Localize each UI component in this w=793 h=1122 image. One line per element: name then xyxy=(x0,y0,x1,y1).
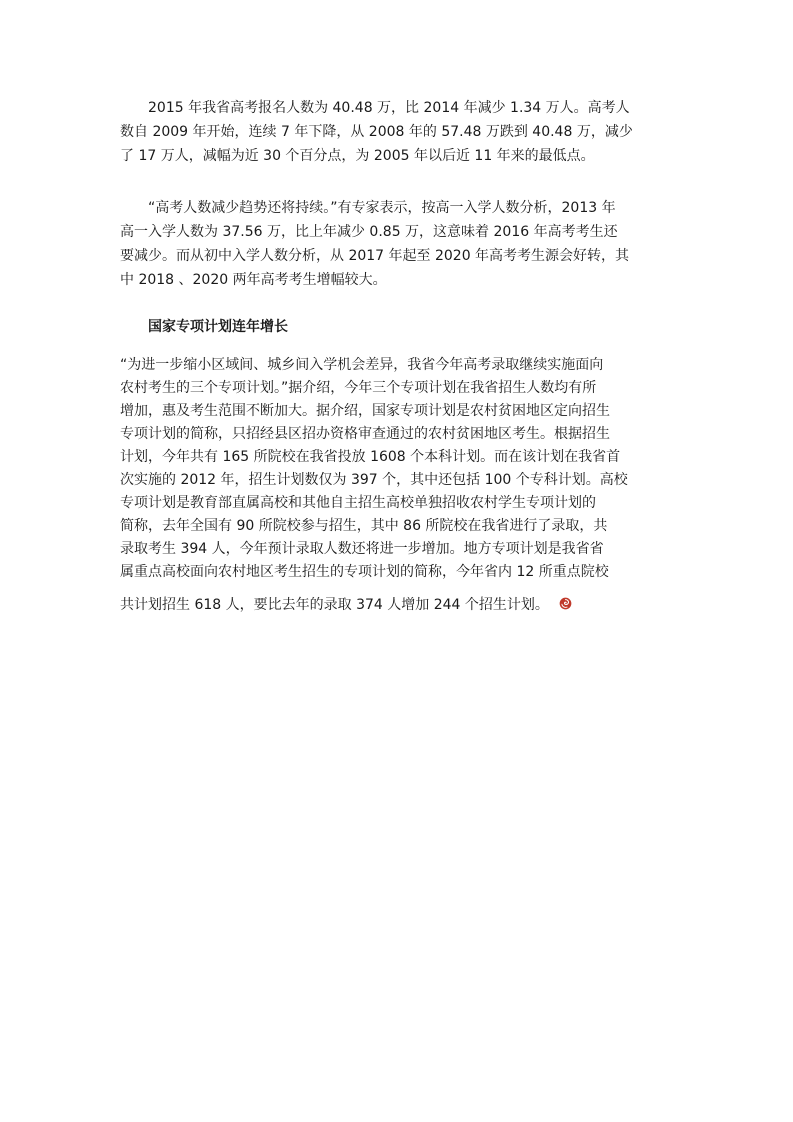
paragraph-line: 简称，去年全国有 90 所院校参与招生，其中 86 所院校在我省进行了录取，共 xyxy=(120,518,608,534)
swirl-logo-icon xyxy=(559,597,572,610)
paragraph-line: 农村考生的三个专项计划。”据介绍，今年三个专项计划在我省招生人数均有所 xyxy=(120,380,597,396)
paragraph-line: 增加，惠及考生范围不断加大。据介绍，国家专项计划是农村贫困地区定向招生 xyxy=(120,403,610,419)
paragraph-line: 计划，今年共有 165 所院校在我省投放 1608 个本科计划。而在该计划在我省首 xyxy=(120,449,621,465)
paragraph-line: 中 2018 、2020 两年高考考生增幅较大。 xyxy=(120,272,387,288)
paragraph-line: 高一入学人数为 37.56 万，比上年减少 0.85 万，这意味着 2016 年高考考生还 xyxy=(120,224,618,240)
paragraph-line-text: 共计划招生 618 人，要比去年的录取 374 人增加 244 个招生计划。 xyxy=(120,597,549,613)
paragraph-line: “为进一步缩小区域间、城乡间入学机会差异，我省今年高考录取继续实施面向 xyxy=(120,357,604,373)
paragraph-line: 2015 年我省高考报名人数为 40.48 万，比 2014 年减少 1.34 万人。高考人 xyxy=(148,100,630,116)
section-heading: 国家专项计划连年增长 xyxy=(148,319,288,335)
paragraph-enrollment-decline xyxy=(120,96,680,168)
paragraph-line: 数自 2009 年开始，连续 7 年下降，从 2008 年的 57.48 万跌到 40.48 万，减少 xyxy=(120,124,633,140)
paragraph-line: 属重点高校面向农村地区考生招生的专项计划的简称，今年省内 12 所重点院校 xyxy=(120,564,609,580)
paragraph-last-line xyxy=(120,594,680,618)
paragraph-line: “高考人数减少趋势还将持续。”有专家表示，按高一入学人数分析，2013 年 xyxy=(148,200,616,216)
paragraph-line: 专项计划的简称，只招经县区招办资格审查通过的农村贫困地区考生。根据招生 xyxy=(120,426,610,442)
paragraph-line: 专项计划是教育部直属高校和其他自主招生高校单独招收农村学生专项计划的 xyxy=(120,495,596,511)
paragraph-line: 了 17 万人，减幅为近 30 个百分点，为 2005 年以后近 11 年来的最低点。 xyxy=(120,148,595,164)
paragraph-line: 次实施的 2012 年，招生计划数仅为 397 个，其中还包括 100 个专科计划。高校 xyxy=(120,472,628,488)
paragraph-expert-analysis xyxy=(120,196,680,292)
paragraph-line: 录取考生 394 人，今年预计录取人数还将进一步增加。地方专项计划是我省省 xyxy=(120,541,604,557)
paragraph-special-plans xyxy=(120,354,680,618)
paragraph-line: 要减少。而从初中入学人数分析，从 2017 年起至 2020 年高考考生源会好转，其 xyxy=(120,248,630,264)
